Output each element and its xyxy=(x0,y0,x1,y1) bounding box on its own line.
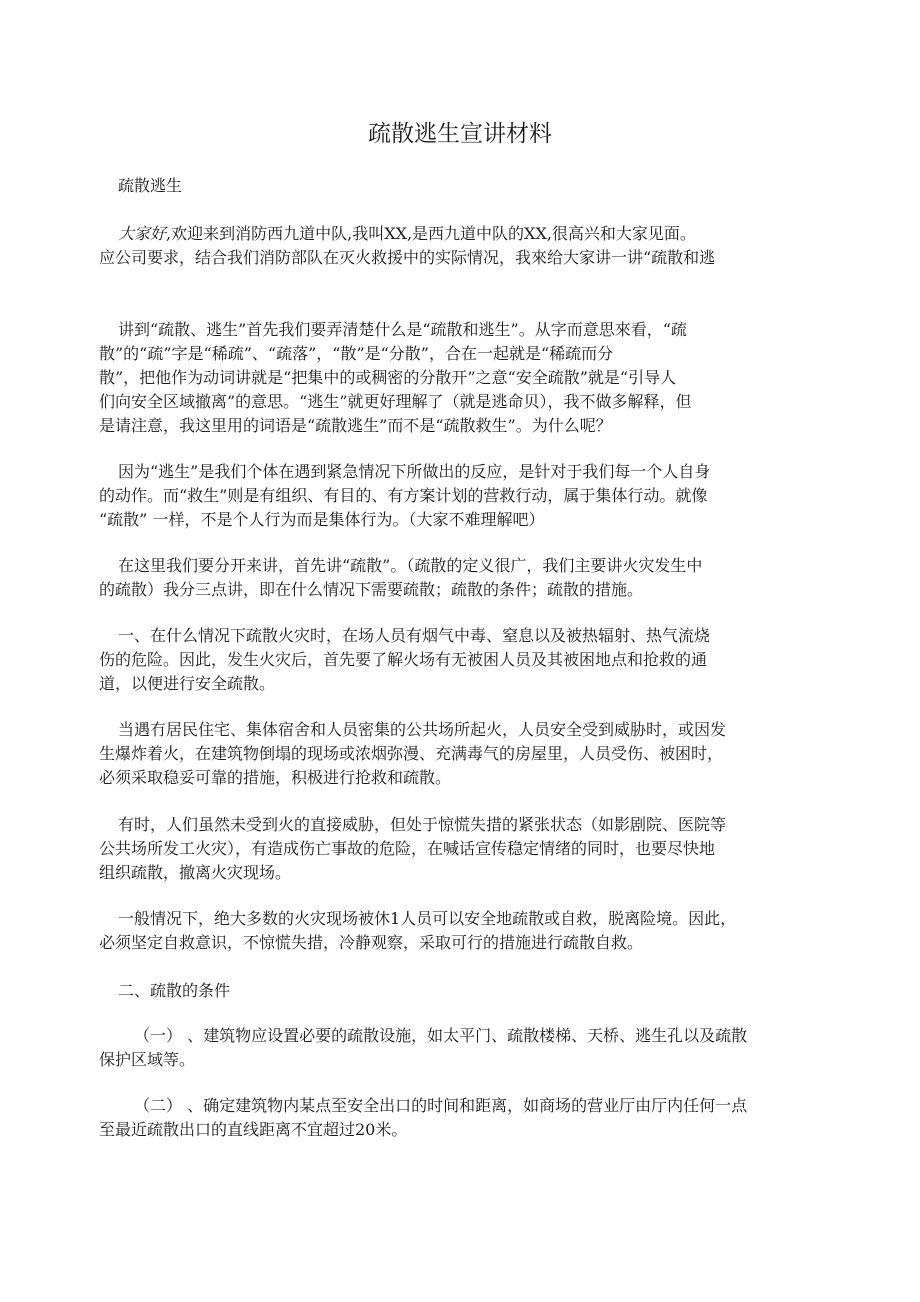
paragraph-line: 公共场所发工火灾），有造成伤亡事故的危险，在喊话宣传稳定情绪的同时，也要尽快地 xyxy=(99,839,716,858)
paragraph-line: 必须坚定自救意识，不惊慌失措，冷静观察，采取可行的措施进行疏散自救。 xyxy=(99,933,644,952)
paragraph-line: （二） 、确定建筑物内某点至安全出口的时间和距离，如商场的营业厅由厅内任何一点 xyxy=(134,1096,748,1115)
paragraph-line: 应公司要求，结合我们消防部队在灭火救援中的实际情况，我來给大家讲一讲“疏散和逃 xyxy=(99,248,716,267)
section-heading: 二、疏散的条件 xyxy=(118,981,231,1000)
page-title: 疏散逃生宣讲材料 xyxy=(368,121,552,147)
greeting-text: 大家好 xyxy=(118,224,167,243)
paragraph-line: “疏散” 一样，不是个人行为而是集体行为。（大家不难理解吧） xyxy=(99,510,545,529)
paragraph-line: 组织疏散，撤离火灾现场。 xyxy=(99,863,292,882)
greeting-rest: ,欢迎来到消防西九道中队,我叫XX,是西九道中队的XX,很高兴和大家见面。 xyxy=(166,224,696,243)
paragraph-line: 道，以便进行安全疏散。 xyxy=(99,674,276,693)
paragraph-line xyxy=(118,222,808,246)
paragraph-line: 散”，把他作为动词讲就是“把集中的或稠密的分散开”之意“安全疏散”就是“引导人 xyxy=(99,368,677,387)
paragraph-line: （一） 、建筑物应设置必要的疏散设施，如太平门、疏散楼梯、天桥、逃生孔以及疏散 xyxy=(134,1026,748,1045)
paragraph-line: 伤的危险。因此，发生火灾后，首先要了解火场有无被困人员及其被困地点和抢救的通 xyxy=(99,650,708,669)
paragraph-line: 的疏散）我分三点讲，即在什么情况下需要疏散；疏散的条件；疏散的措施。 xyxy=(99,580,644,599)
paragraph-line: 当遇冇居民住宅、集体宿舍和人员密集的公共场所起火，人员安全受到威胁时，或因发 xyxy=(118,720,727,739)
paragraph-line: 有时，人们虽然未受到火的直接威胁，但处于惊慌失措的紧张状态（如影剧院、医院等 xyxy=(118,815,727,834)
paragraph-line: 讲到“疏散、逃生”首先我们要弄清楚什么是“疏散和逃生”。从字而意思來看，“疏 xyxy=(118,320,687,339)
paragraph-line: 在这里我们要分开来讲，首先讲“疏散”。（疏散的定义很广，我们主要讲火灾发生中 xyxy=(118,556,703,575)
paragraph-line: 们向安全区域撤离”的意思。“逃生”就更好理解了（就是逃命贝），我不做多解释，但 xyxy=(99,392,692,411)
paragraph-line: 是请注意，我这里用的词语是“疏散逃生”而不是“疏散救生”。为什么呢？ xyxy=(99,416,612,435)
paragraph-line: 的动作。而“救生”则是有组织、有目的、有方案计划的营救行动，属于集体行动。就像 xyxy=(99,486,708,505)
paragraph-line: 散”的“疏”字是“稀疏”、“疏落”，“散”是“分散”，合在一起就是“稀疏而分 xyxy=(99,344,614,363)
paragraph-line: 保护区域等。 xyxy=(99,1050,196,1069)
paragraph-line: 必须采取稳妥可靠的措施，积极进行抢救和疏散。 xyxy=(99,768,452,787)
paragraph-line: 一、在什么情况下疏散火灾时，在场人员有烟气中毒、窒息以及被热辐射、热气流烧 xyxy=(118,626,711,645)
paragraph-line: 一般情况下，绝大多数的火灾现场被休1人员可以安全地疏散或自救，脱离险境。因此， xyxy=(118,909,737,928)
paragraph-line: 生爆炸着火，在建筑物倒塌的现场或浓烟弥漫、充满毒气的房屋里，人员受伤、被困时， xyxy=(99,744,724,763)
section-heading: 疏散逃生 xyxy=(118,176,183,195)
paragraph-line: 至最近疏散出口的直线距离不宜超过20米。 xyxy=(99,1120,408,1139)
paragraph-line: 因为“逃生”是我们个体在遇到紧急情况下所做出的反应，是针对于我们每一个人自身 xyxy=(118,462,711,481)
